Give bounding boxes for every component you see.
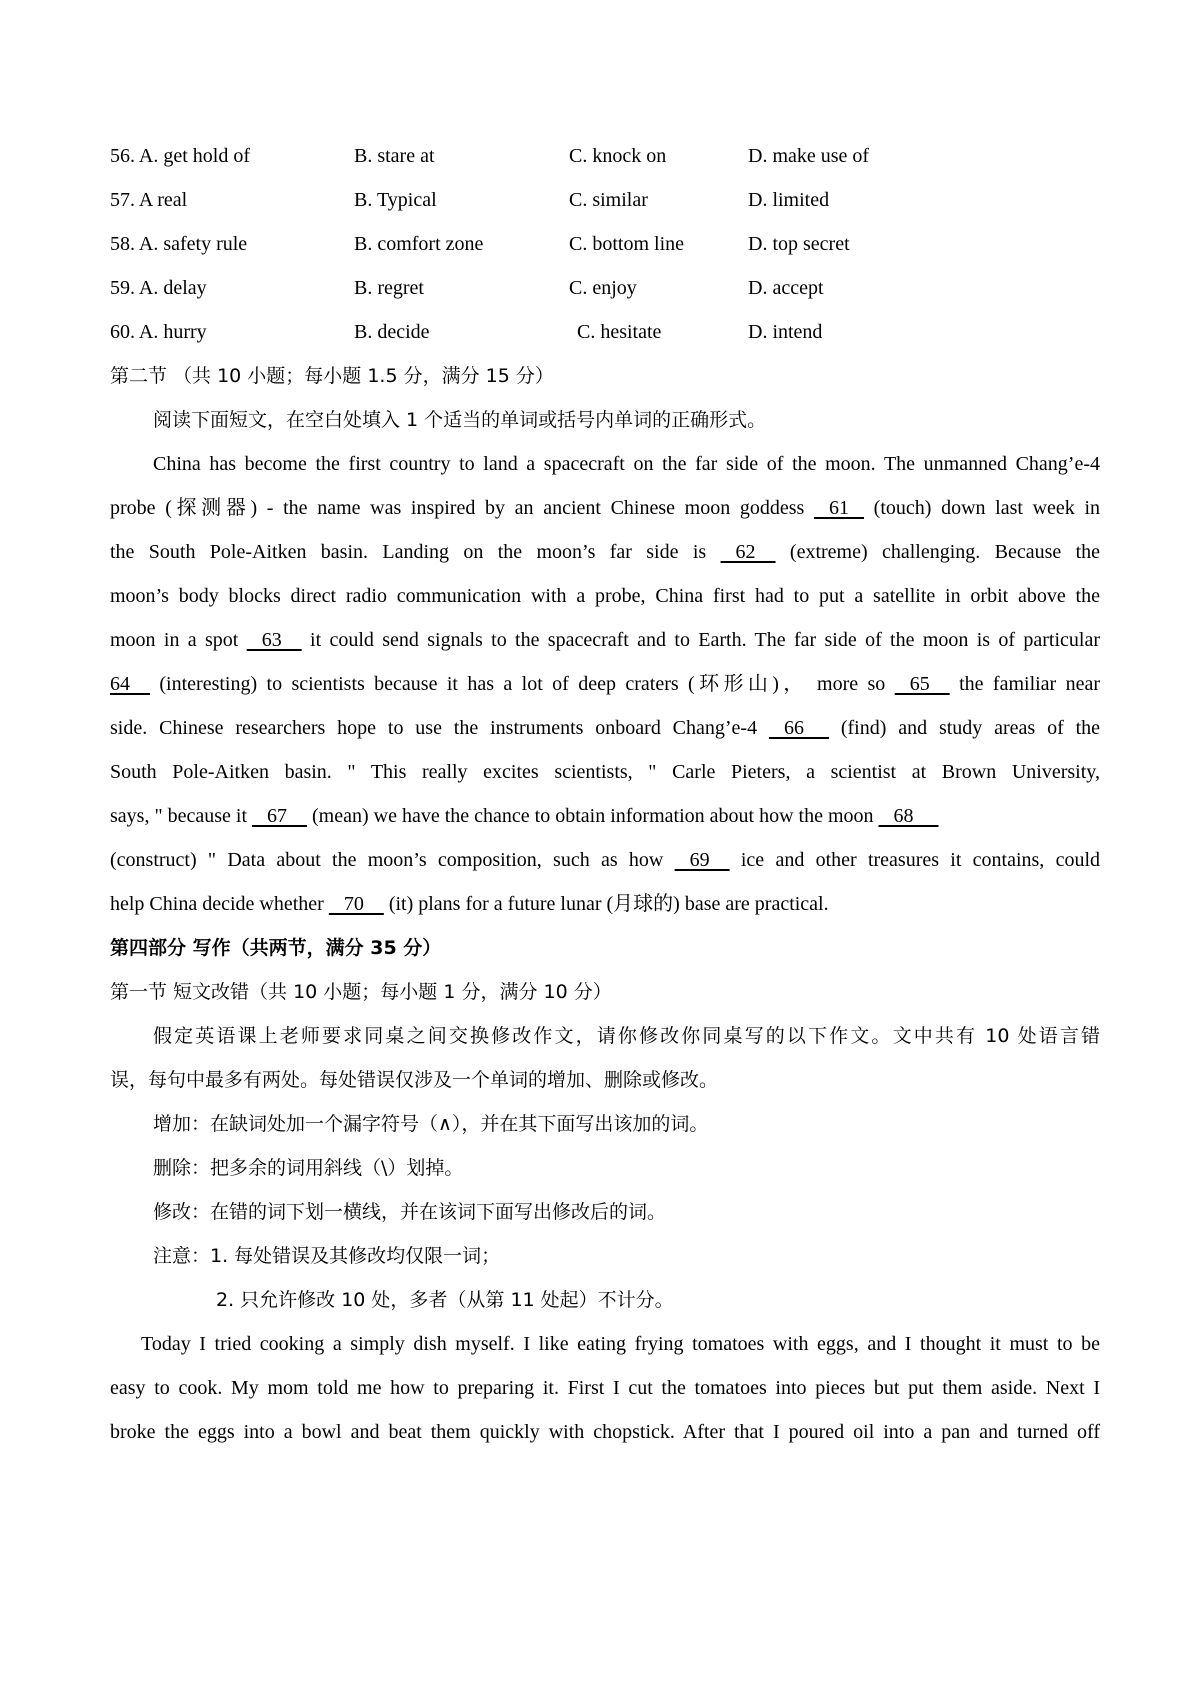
option-d: D. intend [748,321,823,343]
option-b: B. comfort zone [354,233,484,255]
passage-line: help China decide whether 70 (it) plans for a future lunar (月球的) base are practical. [110,889,1100,919]
option-row-60 [110,317,1010,347]
note-2: 2. 只允许修改 10 处，多者（从第 11 处起）不计分。 [216,1289,674,1311]
essay-line: broke the eggs into a bowl and beat them quickly with chopstick. After that I poured oil into a pan and turned off [110,1421,1100,1443]
option-b: B. regret [354,277,424,299]
instruction-line: 假定英语课上老师要求同桌之间交换修改作文，请你修改你同桌写的以下作文。文中共有 10 处语言错 [153,1025,1100,1047]
blank-69[interactable]: 69 [674,849,730,871]
passage-line: (construct) " Data about the moon’s composition, such as how 69 ice and other treasures it contains, could [110,845,1100,875]
option-c: C. knock on [569,145,667,167]
blank-66[interactable]: 66 [768,717,829,739]
passage-line: China has become the first country to land a spacecraft on the far side of the moon. The unmanned Chang’e-4 [153,453,1100,475]
option-d: D. accept [748,277,824,299]
subsection-heading: 第一节 短文改错（共 10 小题；每小题 1 分，满分 10 分） [110,981,612,1003]
blank-61[interactable]: 61 [814,497,864,519]
option-a: 59. A. delay [110,277,207,299]
option-row-56 [110,141,1010,171]
blank-63[interactable]: 63 [246,629,302,651]
section-heading: 第二节 （共 10 小题；每小题 1.5 分，满分 15 分） [110,365,554,387]
rule-delete: 删除：把多余的词用斜线（\）划掉。 [153,1157,464,1179]
option-a: 60. A. hurry [110,321,207,343]
option-d: D. make use of [748,145,870,167]
passage-line: moon’s body blocks direct radio communication with a probe, China first had to put a satellite in orbit above the [110,585,1100,607]
option-a: 56. A. get hold of [110,145,250,167]
blank-68[interactable]: 68 [878,805,939,827]
option-row-57 [110,185,1010,215]
passage-line: probe (探测器) - the name was inspired by an ancient Chinese moon goddess 61 (touch) down last week in [110,493,1100,523]
passage-line: side. Chinese researchers hope to use the instruments onboard Chang’e-4 66 (find) and study areas of the [110,713,1100,743]
option-a: 57. A real [110,189,188,211]
option-c: C. similar [569,189,648,211]
option-a: 58. A. safety rule [110,233,248,255]
option-b: B. stare at [354,145,435,167]
blank-65[interactable]: 65 [894,673,950,695]
passage-line: the South Pole-Aitken basin. Landing on the moon’s far side is 62 (extreme) challenging. Because the [110,537,1100,567]
option-c: C. hesitate [577,321,662,343]
option-b: B. decide [354,321,430,343]
blank-62[interactable]: 62 [720,541,776,563]
instruction-line: 误，每句中最多有两处。每处错误仅涉及一个单词的增加、删除或修改。 [110,1069,719,1091]
note-1: 注意：1. 每处错误及其修改均仅限一词； [153,1245,501,1267]
option-c: C. bottom line [569,233,684,255]
blank-70[interactable]: 70 [328,893,384,915]
section-instruction: 阅读下面短文，在空白处填入 1 个适当的单词或括号内单词的正确形式。 [153,409,767,431]
blank-67[interactable]: 67 [252,805,308,827]
passage-line: says, " because it 67 (mean) we have the chance to obtain information about how the moon 68 [110,801,1100,831]
blank-64[interactable]: 64 [110,673,150,695]
option-d: D. top secret [748,233,850,255]
passage-line: moon in a spot 63 it could send signals to the spacecraft and to Earth. The far side of the moon is of particular [110,625,1100,655]
essay-line: Today I tried cooking a simply dish myself. I like eating frying tomatoes with eggs, and I thought it must to be [141,1333,1100,1355]
option-row-59 [110,273,1010,303]
rule-add: 增加：在缺词处加一个漏字符号（∧），并在其下面写出该加的词。 [153,1113,709,1135]
part-heading: 第四部分 写作（共两节，满分 35 分） [110,937,442,959]
passage-line: 64 (interesting) to scientists because it has a lot of deep craters (环形山)， more so 65 the familiar near [110,669,1100,699]
option-row-58 [110,229,1010,259]
option-d: D. limited [748,189,830,211]
rule-modify: 修改：在错的词下划一横线，并在该词下面写出修改后的词。 [153,1201,667,1223]
passage-line: South Pole-Aitken basin. " This really excites scientists, " Carle Pieters, a scientist at Brown University, [110,761,1100,783]
option-c: C. enjoy [569,277,637,299]
essay-line: easy to cook. My mom told me how to preparing it. First I cut the tomatoes into pieces but put them aside. Next I [110,1377,1100,1399]
option-b: B. Typical [354,189,437,211]
